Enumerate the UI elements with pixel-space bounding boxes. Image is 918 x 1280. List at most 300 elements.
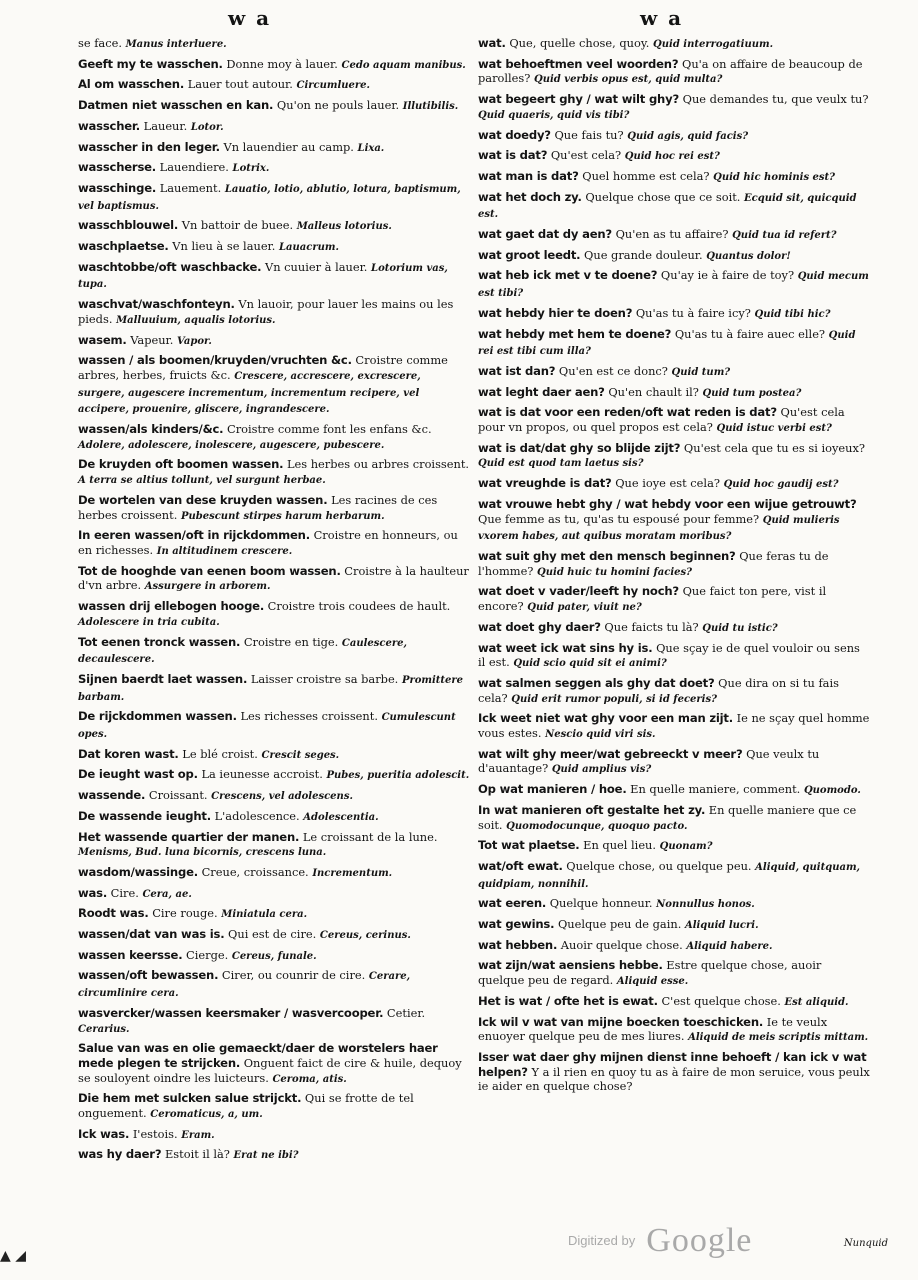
dictionary-entry	[478, 676, 870, 707]
french-gloss: Cire rouge.	[152, 906, 218, 921]
french-gloss: Qu'est cela?	[550, 148, 622, 163]
french-gloss: Qu'on ne pouls lauer.	[276, 98, 400, 113]
watermark-brand: Google	[646, 1222, 753, 1259]
headword: wat heb ick met v te doene?	[478, 268, 658, 283]
french-gloss: La ieunesse accroist.	[201, 767, 323, 782]
french-gloss: Cirer, ou counrir de cire.	[221, 968, 366, 983]
latin-gloss: Quid hic hominis est?	[713, 171, 836, 183]
headword: Sijnen baerdt laet wassen.	[78, 671, 248, 686]
french-gloss: Les herbes ou arbres croissent.	[286, 457, 470, 472]
headword: Isser wat daer ghy mijnen dienst inne behoeft / kan ick v wat helpen?	[478, 1049, 867, 1079]
dictionary-entry	[78, 599, 470, 630]
headword: was.	[78, 885, 108, 900]
headword: Ick wil v wat van mijne boecken toeschicken.	[478, 1014, 764, 1029]
headword: wassen / als boomen/kruyden/vruchten &c.	[78, 353, 352, 368]
french-gloss: Vn lauoir, pour lauer les mains ou les pieds.	[78, 297, 454, 326]
dictionary-entry	[78, 119, 470, 136]
dictionary-entry	[478, 405, 870, 436]
headword: wassen keersse.	[78, 947, 183, 962]
latin-gloss: Quid tum postea?	[702, 387, 802, 399]
latin-gloss: Quid pater, viuit ne?	[527, 602, 642, 614]
headword: wat eeren.	[478, 896, 547, 911]
headword: wasschblouwel.	[78, 218, 179, 233]
catchword: Nunquid	[843, 1238, 888, 1249]
french-gloss: Croistre trois coudees de hault.	[267, 599, 451, 614]
latin-gloss: Adolescentia.	[303, 811, 379, 823]
google-watermark	[568, 1222, 752, 1260]
headword: wasvercker/wassen keersmaker / wasvercooper.	[78, 1005, 384, 1020]
dictionary-entry	[78, 160, 470, 177]
latin-gloss: Assurgere in arborem.	[144, 581, 271, 593]
french-gloss: Qu'as tu à faire icy?	[635, 305, 751, 320]
french-gloss: Estoit il là?	[164, 1147, 230, 1162]
latin-gloss: Quid tibi hic?	[754, 308, 831, 320]
headword: De wassende ieught.	[78, 808, 211, 823]
dictionary-entry	[478, 620, 870, 637]
latin-gloss: Quid mecum est tibi?	[478, 271, 869, 300]
latin-gloss: Circumluere.	[296, 80, 371, 92]
latin-gloss: Quonam?	[659, 841, 713, 853]
running-header	[0, 6, 918, 36]
latin-gloss: Pubes, pueritia adolescit.	[326, 770, 470, 782]
latin-gloss: Quid interrogatiuum.	[653, 39, 774, 50]
latin-gloss: Cereus, cerinus.	[319, 930, 411, 942]
headword: Salue van was en olie gemaeckt/daer de worstelers haer mede plegen te strijcken.	[78, 1041, 438, 1070]
latin-gloss: Quid quaeris, quid vis tibi?	[478, 109, 630, 121]
headword: wat man is dat?	[478, 168, 579, 183]
french-gloss: Vn lauendier au camp.	[223, 139, 354, 154]
french-gloss: Que demandes tu, que veulx tu?	[682, 92, 869, 107]
latin-gloss: Quid scio quid sit ei animi?	[513, 658, 667, 670]
dictionary-entry	[478, 148, 870, 165]
headword: Dat koren wast.	[78, 746, 179, 761]
french-gloss: Qu'est cela pour vn propos, ou quel propos est cela?	[478, 405, 845, 435]
french-gloss: Que ioye est cela?	[615, 476, 720, 491]
dictionary-entry	[478, 803, 870, 834]
headword: waschtobbe/oft waschbacke.	[78, 259, 262, 274]
french-gloss: En quelle maniere, comment.	[630, 782, 801, 797]
french-gloss: Qu'as tu à faire auec elle?	[674, 326, 826, 341]
latin-gloss: Lotrix.	[232, 163, 270, 175]
latin-gloss: Caulescere, decaulescere.	[78, 637, 407, 666]
french-gloss: Croistre en tige.	[243, 634, 339, 649]
headword: wasem.	[78, 332, 127, 347]
headword: was hy daer?	[78, 1147, 162, 1162]
latin-gloss: Cerarius.	[78, 1023, 130, 1035]
headword: wat vreughde is dat?	[478, 476, 612, 491]
headword: wat weet ick wat sins hy is.	[478, 640, 653, 655]
latin-gloss: Promittere barbam.	[78, 674, 464, 703]
latin-gloss: Lixa.	[357, 142, 385, 154]
dictionary-entry	[478, 711, 870, 742]
latin-gloss: Quid hoc rei est?	[624, 151, 720, 163]
headword: Tot wat plaetse.	[478, 838, 580, 853]
headword: wat/oft ewat.	[478, 858, 563, 873]
dictionary-entry	[478, 782, 870, 799]
french-gloss: Qu'en as tu affaire?	[615, 227, 729, 242]
headword: wat gewins.	[478, 917, 555, 932]
french-gloss: Quel homme est cela?	[582, 168, 710, 183]
headword: wasschinge.	[78, 180, 157, 195]
latin-gloss: Ceroma, atis.	[272, 1073, 347, 1085]
latin-gloss: In altitudinem crescere.	[156, 545, 293, 557]
headword: De wortelen van dese kruyden wassen.	[78, 492, 328, 507]
french-gloss: Cierge.	[186, 947, 229, 962]
latin-gloss: Aliquid de meis scriptis mittam.	[688, 1032, 869, 1044]
latin-gloss: Malleus lotorius.	[296, 221, 392, 233]
french-gloss: En quel lieu.	[583, 838, 657, 853]
binding-edge-mark: ▲ ◢	[0, 1248, 26, 1264]
latin-gloss: Lotorium vas, tupa.	[78, 262, 448, 291]
dictionary-entry	[78, 260, 470, 293]
headword: wat leght daer aen?	[478, 384, 605, 399]
latin-gloss: Aliquid esse.	[616, 976, 689, 988]
latin-gloss: Quid tua id refert?	[732, 230, 837, 242]
dictionary-entry	[78, 36, 470, 53]
french-gloss: Quelque peu de gain.	[557, 917, 682, 932]
headword: Roodt was.	[78, 906, 149, 921]
french-gloss: Qu'est cela que tu es si ioyeux?	[683, 440, 866, 455]
headword: wat behoeftmen veel woorden?	[478, 56, 679, 71]
french-gloss: Qu'en chault il?	[608, 384, 699, 399]
french-gloss: Que femme as tu, qu'as tu espousé pour femme?	[478, 511, 760, 526]
dictionary-entry	[78, 767, 470, 784]
latin-gloss: Quid est quod tam laetus sis?	[478, 458, 644, 470]
dictionary-entry	[478, 327, 870, 360]
dictionary-entry	[78, 98, 470, 115]
dictionary-entry	[78, 528, 470, 559]
french-gloss: Qu'en est ce donc?	[558, 363, 668, 378]
latin-gloss: Quid erit rumor populi, si id feceris?	[511, 693, 717, 705]
french-gloss: Qui est de cire.	[228, 927, 317, 942]
headword: Ick was.	[78, 1126, 130, 1141]
latin-gloss: Cereus, funale.	[231, 950, 317, 962]
dictionary-entry	[78, 333, 470, 350]
french-gloss: Qui se frotte de tel onguement.	[78, 1091, 414, 1121]
french-gloss: Ie ne sçay quel homme vous estes.	[478, 711, 870, 741]
latin-gloss: Aliquid, quitquam, quidpiam, nonnihil.	[478, 861, 861, 890]
headword: Tot eenen tronck wassen.	[78, 634, 241, 649]
dictionary-entry	[478, 36, 870, 53]
headword: wassen/oft bewassen.	[78, 968, 219, 983]
dictionary-entry	[478, 441, 870, 472]
french-gloss: Que fais tu?	[554, 127, 624, 142]
french-gloss: Qu'a on affaire de beaucoup de parolles?	[478, 56, 863, 86]
header-right: w a	[640, 6, 684, 30]
french-gloss: Auoir quelque chose.	[560, 937, 683, 952]
left-column	[78, 36, 470, 1168]
latin-gloss: Quid istuc verbi est?	[716, 423, 832, 435]
dictionary-entry	[78, 830, 470, 861]
headword: wat suit ghy met den mensch beginnen?	[478, 548, 736, 563]
headword: wat wilt ghy meer/wat gebreeckt v meer?	[478, 746, 743, 761]
dictionary-entry	[78, 948, 470, 965]
dictionary-entry	[478, 747, 870, 778]
french-gloss: Quelque chose que ce soit.	[585, 189, 741, 204]
headword: Het wassende quartier der manen.	[78, 829, 300, 844]
dictionary-entry	[78, 239, 470, 256]
dictionary-entry	[78, 218, 470, 235]
dictionary-entry	[78, 635, 470, 668]
latin-gloss: Eram.	[181, 1129, 215, 1141]
latin-gloss: Crescit seges.	[261, 749, 340, 761]
french-gloss: En quelle maniere que ce soit.	[478, 802, 857, 832]
latin-gloss: Malluuium, aqualis lotorius.	[116, 314, 276, 326]
latin-gloss: Quid amplius vis?	[551, 764, 652, 776]
dictionary-entry	[478, 838, 870, 855]
dictionary-entry	[78, 886, 470, 903]
latin-gloss: Cedo aquam manibus.	[341, 59, 466, 71]
headword: wasscherse.	[78, 160, 157, 175]
dictionary-entry	[478, 938, 870, 955]
dictionary-entry	[478, 169, 870, 186]
dictionary-entry	[78, 181, 470, 214]
headword: wat.	[478, 36, 506, 50]
dictionary-entry	[478, 128, 870, 145]
latin-gloss: Aliquid lucri.	[684, 920, 759, 932]
latin-gloss: Quid mulieris vxorem habes, aut quibus moratam moribus?	[478, 514, 840, 543]
dictionary-entry	[478, 958, 870, 989]
dictionary-entry	[478, 57, 870, 88]
right-column	[478, 36, 870, 1098]
french-gloss: Les richesses croissent.	[240, 709, 378, 724]
dictionary-entry	[78, 57, 470, 74]
latin-gloss: Aliquid habere.	[686, 940, 773, 952]
dictionary-entry	[78, 422, 470, 453]
headword: waschvat/waschfonteyn.	[78, 297, 235, 312]
latin-gloss: Incrementum.	[312, 867, 393, 879]
dictionary-entry	[478, 1050, 870, 1094]
dictionary-entry	[78, 672, 470, 705]
dictionary-entry	[78, 77, 470, 94]
latin-gloss: Crescere, accrescere, excrescere, surgere, augescere incrementum, incrementum recipere, vel accipere, prouenire, gliscere, ingrandescere.	[78, 370, 421, 416]
dictionary-entry	[78, 788, 470, 805]
french-gloss: se face.	[78, 36, 122, 50]
dictionary-entry	[478, 549, 870, 580]
french-gloss: Qu'ay ie à faire de toy?	[660, 268, 795, 283]
dictionary-entry	[478, 994, 870, 1011]
latin-gloss: Cumulescunt opes.	[78, 712, 456, 741]
dictionary-entry	[478, 896, 870, 913]
headword: Het is wat / ofte het is ewat.	[478, 993, 658, 1008]
headword: Tot de hooghde van eenen boom wassen.	[78, 563, 341, 578]
dictionary-entry	[78, 747, 470, 764]
french-gloss: C'est quelque chose.	[661, 993, 781, 1008]
dictionary-entry	[78, 140, 470, 157]
dictionary-entry	[78, 809, 470, 826]
headword: De kruyden oft boomen wassen.	[78, 457, 284, 472]
headword: wat doet ghy daer?	[478, 619, 601, 634]
latin-gloss: Quid rei est tibi cum illa?	[478, 329, 856, 358]
headword: wat hebdy met hem te doene?	[478, 326, 672, 341]
french-gloss: Croistre comme font les enfans &c.	[227, 422, 432, 437]
dictionary-entry	[478, 497, 870, 545]
headword: In wat manieren oft gestalte het zy.	[478, 802, 706, 817]
dictionary-entry	[78, 1147, 470, 1164]
dictionary-entry	[478, 306, 870, 323]
dictionary-entry	[478, 476, 870, 493]
latin-gloss: Menisms, Bud. luna bicornis, crescens luna.	[78, 847, 327, 859]
latin-gloss: Quid hoc gaudij est?	[723, 479, 839, 491]
dictionary-entry	[478, 917, 870, 934]
headword: wat hebdy hier te doen?	[478, 305, 633, 320]
latin-gloss: Quid verbis opus est, quid multa?	[534, 74, 723, 86]
latin-gloss: Quid tu istic?	[702, 622, 778, 634]
french-gloss: Quelque honneur.	[549, 896, 653, 911]
dictionary-entry	[78, 353, 470, 418]
latin-gloss: Adolescere in tria cubita.	[78, 616, 220, 628]
headword: wassen drij ellebogen hooge.	[78, 599, 265, 614]
french-gloss: Onguent faict de cire & huile, dequoy se souloyent oindre les luicteurs.	[78, 1055, 462, 1085]
french-gloss: Le blé croist.	[182, 746, 258, 761]
headword: Geeft my te wasschen.	[78, 56, 223, 71]
latin-gloss: Quid tum?	[671, 366, 731, 378]
headword: wat is dat/dat ghy so blijde zijt?	[478, 440, 681, 455]
headword: wasscher.	[78, 118, 140, 133]
headword: Op wat manieren / hoe.	[478, 782, 627, 797]
french-gloss: Que grande douleur.	[584, 247, 703, 262]
dictionary-entry	[478, 190, 870, 223]
french-gloss: Que feras tu de l'homme?	[478, 548, 829, 578]
french-gloss: I'estois.	[132, 1126, 178, 1141]
dictionary-entry	[478, 364, 870, 381]
latin-gloss: Miniatula cera.	[221, 909, 308, 921]
headword: Ick weet niet wat ghy voor een man zijt.	[478, 711, 733, 726]
dictionary-entry	[478, 268, 870, 301]
latin-gloss: Quomodocunque, quoquo pacto.	[506, 820, 688, 832]
latin-gloss: Vapor.	[177, 335, 212, 347]
dictionary-entry	[478, 641, 870, 672]
latin-gloss: Nonnullus honos.	[656, 899, 755, 911]
french-gloss: Lauer tout autour.	[187, 77, 293, 92]
dictionary-entry	[478, 1015, 870, 1046]
latin-gloss: Cerare, circumlinire cera.	[78, 971, 411, 1000]
headword: wat begeert ghy / wat wilt ghy?	[478, 92, 679, 107]
latin-gloss: Quomodo.	[803, 785, 861, 797]
headword: De rijckdommen wassen.	[78, 709, 237, 724]
french-gloss: Vn cuuier à lauer.	[265, 259, 368, 274]
french-gloss: Cire.	[110, 885, 139, 900]
latin-gloss: Quid agis, quid facis?	[627, 130, 749, 142]
french-gloss: Lauement.	[159, 180, 222, 195]
french-gloss: Quelque chose, ou quelque peu.	[566, 858, 752, 873]
headword: Datmen niet wasschen en kan.	[78, 98, 274, 113]
headword: wat gaet dat dy aen?	[478, 227, 612, 242]
latin-gloss: Ecquid sit, quicquid est.	[478, 192, 857, 221]
headword: wat ist dan?	[478, 363, 556, 378]
headword: wat is dat?	[478, 148, 548, 163]
latin-gloss: Quid huic tu homini facies?	[537, 566, 692, 578]
dictionary-entry	[78, 564, 470, 595]
french-gloss: Y a il rien en quoy tu as à faire de mon seruice, vous peulx ie aider en quelque chose?	[478, 1064, 870, 1094]
french-gloss: Croissant.	[148, 788, 208, 803]
french-gloss: Laisser croistre sa barbe.	[250, 671, 399, 686]
dictionary-entry	[78, 865, 470, 882]
french-gloss: Les racines de ces herbes croissent.	[78, 492, 438, 522]
french-gloss: Vn lieu à se lauer.	[172, 239, 276, 254]
french-gloss: Vapeur.	[130, 332, 174, 347]
french-gloss: Ie te veulx enuoyer quelque peu de mes liures.	[478, 1014, 828, 1044]
french-gloss: Estre quelque chose, auoir quelque peu de regard.	[478, 958, 822, 988]
latin-gloss: Quantus dolor!	[706, 250, 791, 262]
latin-gloss: Nescio quid viri sis.	[545, 729, 656, 741]
headword: wassen/dat van was is.	[78, 927, 225, 942]
dictionary-entry	[78, 927, 470, 944]
latin-gloss: A terra se altius tollunt, vel surgunt herbae.	[78, 475, 326, 487]
headword: wat is dat voor een reden/oft wat reden is dat?	[478, 405, 777, 420]
french-gloss: Creue, croissance.	[201, 864, 309, 879]
latin-gloss: Illutibilis.	[402, 101, 459, 113]
headword: wasscher in den leger.	[78, 139, 220, 154]
dictionary-entry	[78, 968, 470, 1001]
dictionary-entry	[78, 493, 470, 524]
french-gloss: Laueur.	[143, 118, 188, 133]
dictionary-entry	[478, 584, 870, 615]
header-left: w a	[228, 6, 272, 30]
latin-gloss: Est aliquid.	[784, 996, 849, 1008]
french-gloss: Que veulx tu d'auantage?	[478, 746, 820, 776]
latin-gloss: Cera, ae.	[142, 888, 192, 900]
watermark-prefix: Digitized by	[568, 1233, 636, 1248]
french-gloss: Que sçay ie de quel vouloir ou sens il est.	[478, 640, 860, 670]
headword: wassende.	[78, 788, 146, 803]
latin-gloss: Lotor.	[190, 121, 224, 133]
dictionary-entry	[478, 859, 870, 892]
headword: wat groot leedt.	[478, 247, 581, 262]
headword: wassen/als kinders/&c.	[78, 422, 224, 437]
dictionary-entry	[478, 248, 870, 265]
headword: wat doet v vader/leeft hy noch?	[478, 584, 679, 599]
latin-gloss: Lauacrum.	[279, 242, 339, 254]
headword: Die hem met sulcken salue strijckt.	[78, 1091, 302, 1106]
dictionary-entry	[78, 1127, 470, 1144]
latin-gloss: Adolere, adolescere, inolescere, augescere, pubescere.	[78, 439, 385, 451]
french-gloss: Croistre à la haulteur d'vn arbre.	[78, 563, 469, 593]
french-gloss: Que faict ton pere, vist il encore?	[478, 584, 827, 614]
headword: wat zijn/wat aensiens hebbe.	[478, 958, 663, 973]
dictionary-entry	[478, 385, 870, 402]
headword: waschplaetse.	[78, 239, 169, 254]
headword: De ieught wast op.	[78, 767, 198, 782]
headword: wat doedy?	[478, 127, 551, 142]
dictionary-entry	[78, 1091, 470, 1122]
french-gloss: Croistre en honneurs, ou en richesses.	[78, 528, 458, 557]
dictionary-entry	[78, 297, 470, 328]
latin-gloss: Crescens, vel adolescens.	[211, 791, 353, 803]
french-gloss: Que, quelle chose, quoy.	[509, 36, 650, 50]
dictionary-entry	[78, 709, 470, 742]
french-gloss: Vn battoir de buee.	[181, 218, 294, 233]
french-gloss: Que dira on si tu fais cela?	[478, 675, 839, 705]
french-gloss: Cetier.	[386, 1005, 426, 1020]
french-gloss: Croistre comme arbres, herbes, fruicts &c.	[78, 353, 448, 382]
headword: wat het doch zy.	[478, 189, 582, 204]
dictionary-entry	[78, 1006, 470, 1037]
headword: In eeren wassen/oft in rijckdommen.	[78, 528, 310, 543]
latin-gloss: Pubescunt stirpes harum herbarum.	[180, 510, 385, 522]
headword: wasdom/wassinge.	[78, 864, 198, 879]
latin-gloss: Ceromaticus, a, um.	[150, 1109, 263, 1121]
latin-gloss: Manus interluere.	[125, 39, 227, 50]
headword: wat hebben.	[478, 937, 558, 952]
dictionary-entry	[78, 457, 470, 488]
dictionary-entry	[78, 906, 470, 923]
french-gloss: Le croissant de la lune.	[302, 829, 438, 844]
french-gloss: Lauendiere.	[159, 160, 229, 175]
dictionary-entry	[478, 92, 870, 123]
latin-gloss: Lauatio, lotio, ablutio, lotura, baptismum, vel baptismus.	[78, 183, 461, 212]
french-gloss: Que faicts tu là?	[604, 619, 699, 634]
